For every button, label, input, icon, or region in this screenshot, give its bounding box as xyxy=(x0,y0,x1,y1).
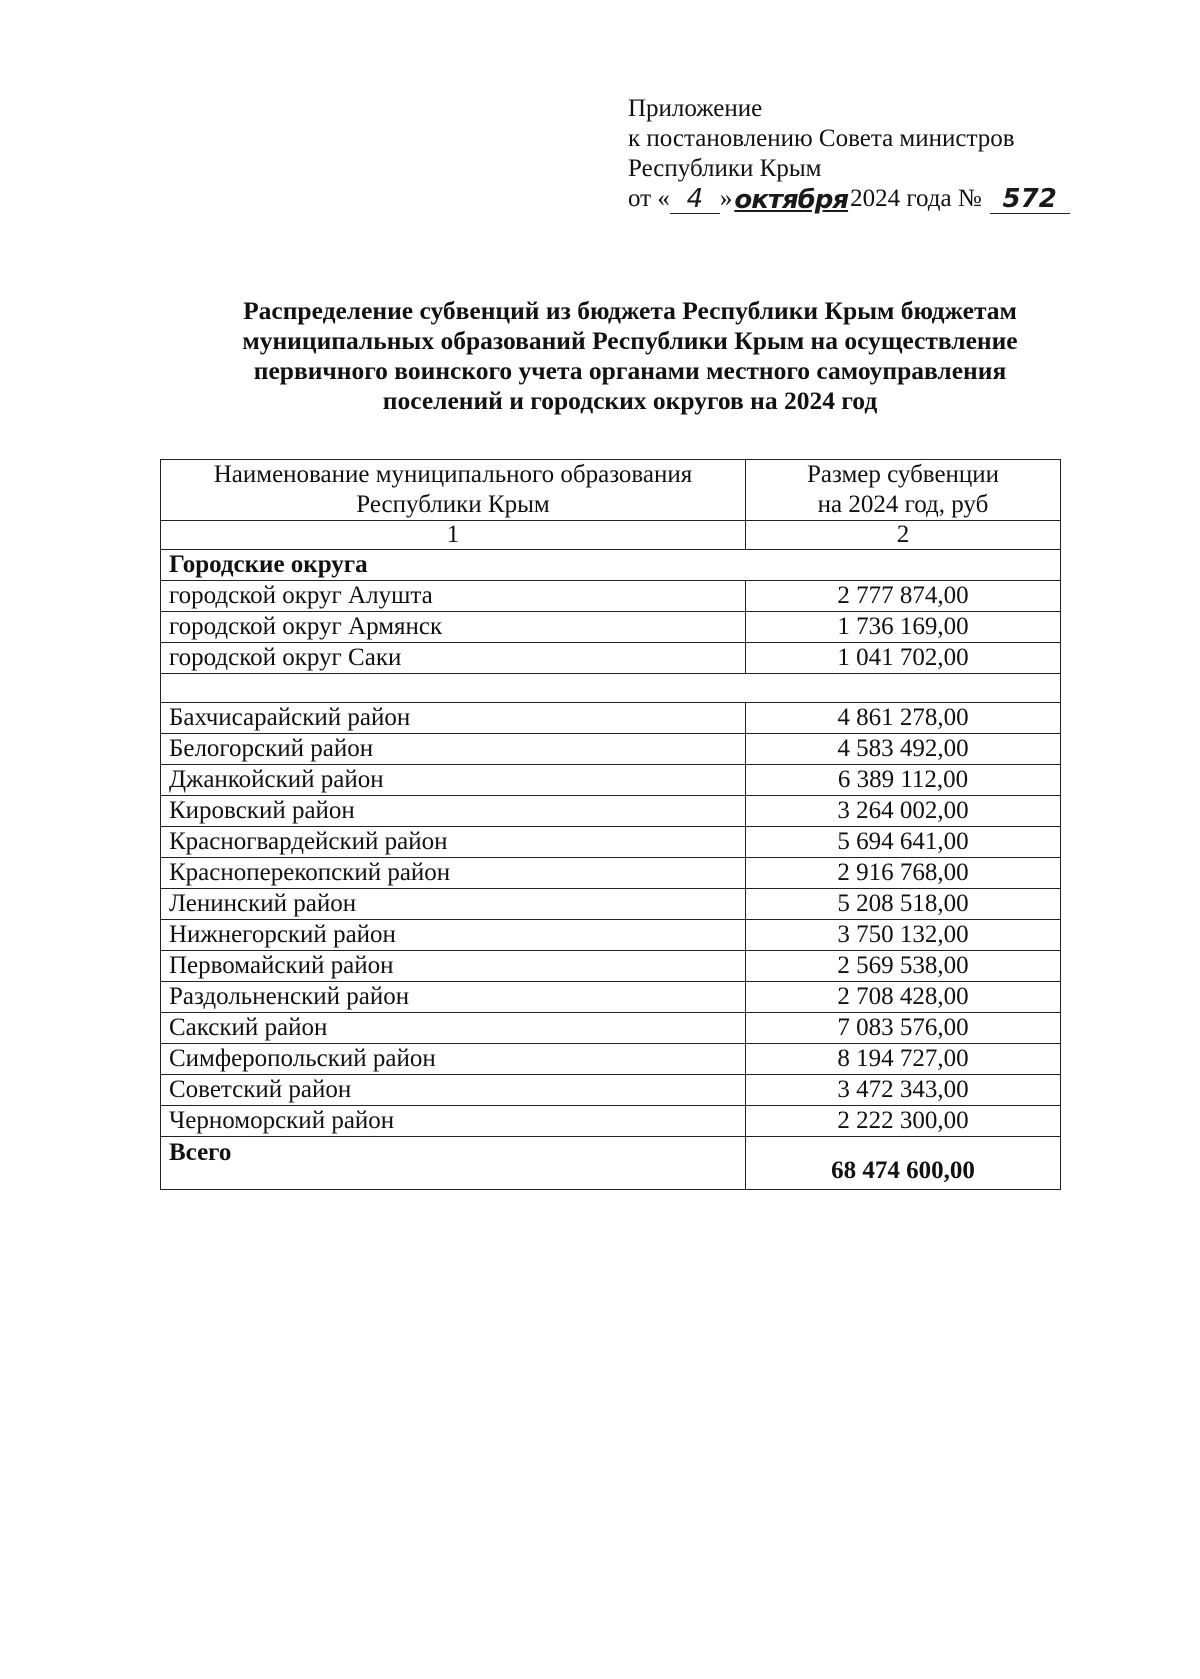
subvention-amount: 2 222 300,00 xyxy=(746,1106,1061,1137)
table-row xyxy=(161,827,1061,858)
table-row xyxy=(161,1075,1061,1106)
total-label: Всего xyxy=(161,1137,746,1190)
municipality-name: Симферопольский район xyxy=(161,1044,746,1075)
municipality-name: Белогорский район xyxy=(161,734,746,765)
document-title xyxy=(150,296,1110,416)
municipality-name: Кировский район xyxy=(161,796,746,827)
title-line: поселений и городских округов на 2024 год xyxy=(382,386,878,415)
subvention-amount: 4 861 278,00 xyxy=(746,703,1061,734)
table-row xyxy=(161,982,1061,1013)
spacer-row xyxy=(161,674,1061,703)
subvention-amount: 3 750 132,00 xyxy=(746,920,1061,951)
subvention-amount: 5 208 518,00 xyxy=(746,889,1061,920)
municipality-name: городской округ Алушта xyxy=(161,581,746,612)
subvention-amount: 1 041 702,00 xyxy=(746,643,1061,674)
subvention-amount: 2 569 538,00 xyxy=(746,951,1061,982)
header-amount: Размер субвенции на 2024 год, руб xyxy=(746,460,1061,521)
municipality-name: Сакский район xyxy=(161,1013,746,1044)
table-row xyxy=(161,1013,1061,1044)
table-row xyxy=(161,796,1061,827)
municipality-name: Нижнегорский район xyxy=(161,920,746,951)
header-municipality: Наименование муниципального образования Республики Крым xyxy=(161,460,746,521)
subvention-amount: 6 389 112,00 xyxy=(746,765,1061,796)
date-suffix: 2024 года № xyxy=(850,185,982,212)
table-row xyxy=(161,1106,1061,1137)
municipality-name: Черноморский район xyxy=(161,1106,746,1137)
handwritten-day: 4 xyxy=(670,185,720,214)
subvention-amount: 2 708 428,00 xyxy=(746,982,1061,1013)
title-line: муниципальных образований Республики Крым на осуществление xyxy=(242,326,1018,355)
subvention-amount: 2 916 768,00 xyxy=(746,858,1061,889)
title-line: первичного воинского учета органами местного самоуправления xyxy=(253,356,1007,385)
subvention-amount: 3 472 343,00 xyxy=(746,1075,1061,1106)
column-number-row xyxy=(161,521,1061,550)
table-row xyxy=(161,889,1061,920)
municipality-name: Джанкойский район xyxy=(161,765,746,796)
table-row xyxy=(161,703,1061,734)
table-row xyxy=(161,1044,1061,1075)
section-urban-label: Городские округа xyxy=(161,550,1061,581)
annex-reference: к постановлению Совета министров xyxy=(628,125,1015,152)
handwritten-doc-number: 572 xyxy=(990,185,1070,214)
subvention-amount: 7 083 576,00 xyxy=(746,1013,1061,1044)
annex-block xyxy=(628,94,1070,214)
table-row xyxy=(161,581,1061,612)
total-amount: 68 474 600,00 xyxy=(746,1137,1061,1190)
subvention-amount: 5 694 641,00 xyxy=(746,827,1061,858)
table-row xyxy=(161,643,1061,674)
table-row xyxy=(161,951,1061,982)
table-row xyxy=(161,920,1061,951)
title-line: Распределение субвенций из бюджета Республики Крым бюджетам xyxy=(243,296,1017,325)
date-prefix: от « xyxy=(628,185,670,212)
section-urban-row xyxy=(161,550,1061,581)
date-mid: » xyxy=(719,185,733,212)
table-row xyxy=(161,612,1061,643)
municipality-name: Первомайский район xyxy=(161,951,746,982)
handwritten-month: октября xyxy=(734,185,849,215)
municipality-name: Раздольненский район xyxy=(161,982,746,1013)
subvention-table xyxy=(160,459,1061,1190)
municipality-name: Бахчисарайский район xyxy=(161,703,746,734)
subvention-amount: 2 777 874,00 xyxy=(746,581,1061,612)
subvention-amount: 1 736 169,00 xyxy=(746,612,1061,643)
annex-date-line xyxy=(628,184,1070,214)
annex-republic: Республики Крым xyxy=(628,155,822,182)
subvention-amount: 8 194 727,00 xyxy=(746,1044,1061,1075)
subvention-amount: 3 264 002,00 xyxy=(746,796,1061,827)
municipality-name: городской округ Саки xyxy=(161,643,746,674)
municipality-name: Советский район xyxy=(161,1075,746,1106)
municipality-name: Ленинский район xyxy=(161,889,746,920)
column-number-2: 2 xyxy=(746,521,1061,550)
municipality-name: городской округ Армянск xyxy=(161,612,746,643)
total-row xyxy=(161,1137,1061,1190)
column-number-1: 1 xyxy=(161,521,746,550)
table-row xyxy=(161,734,1061,765)
table-header-row xyxy=(161,460,1061,521)
annex-title: Приложение xyxy=(628,95,763,122)
municipality-name: Красноперекопский район xyxy=(161,858,746,889)
table-row xyxy=(161,858,1061,889)
table-row xyxy=(161,765,1061,796)
subvention-amount: 4 583 492,00 xyxy=(746,734,1061,765)
municipality-name: Красногвардейский район xyxy=(161,827,746,858)
